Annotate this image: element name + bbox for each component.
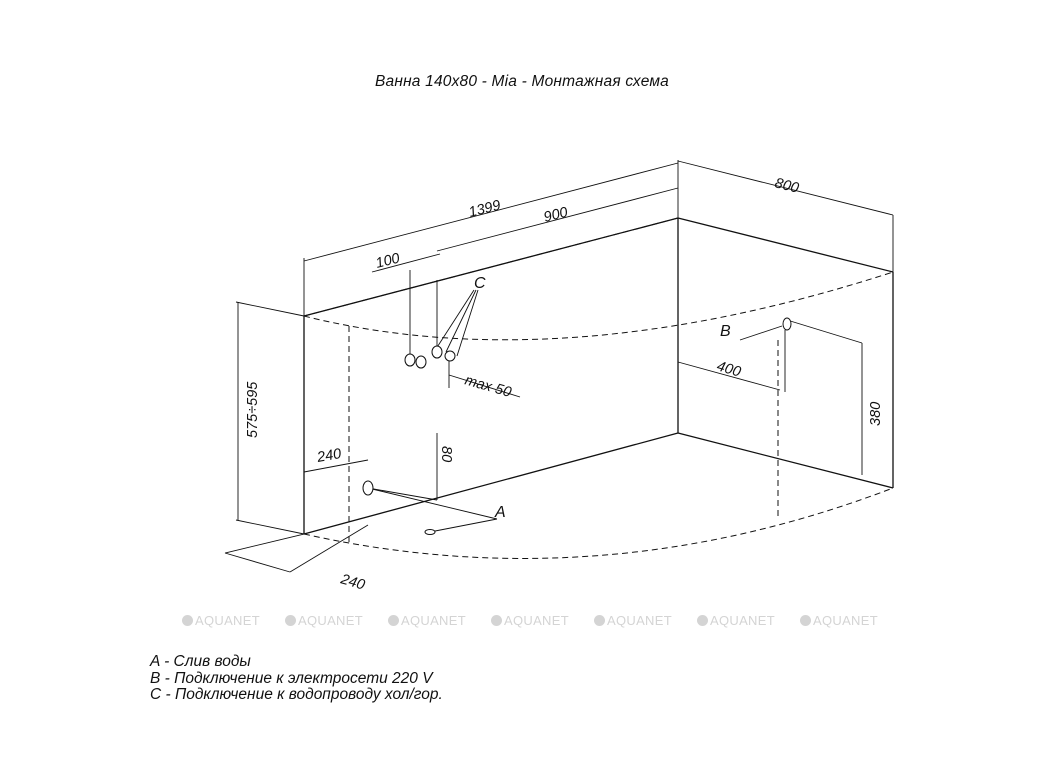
dim-800-label: 800: [773, 175, 801, 197]
drain-point: [363, 481, 373, 495]
marker-a: A: [495, 504, 506, 521]
legend-item-b: B - Подключение к электросети 220 V: [150, 669, 433, 687]
tub-top-curve: [304, 272, 893, 340]
watermark: AQUANET: [491, 613, 569, 628]
tub-bottom-curve: [304, 488, 893, 558]
wall-back-bottom: [678, 433, 893, 488]
watermark: AQUANET: [182, 613, 260, 628]
water-inlet-2: [416, 356, 426, 368]
floor-drain: [425, 530, 435, 535]
dim-400-label: 400: [714, 358, 743, 381]
dim-240-floor-line: [225, 553, 290, 572]
water-inlet-4: [445, 351, 455, 361]
power-point: [783, 318, 791, 330]
wall-back-top: [678, 218, 893, 272]
marker-c: C: [474, 275, 486, 292]
watermark: AQUANET: [388, 613, 466, 628]
water-inlet-3: [432, 346, 442, 358]
water-inlet-1: [405, 354, 415, 366]
dim-80-label: 80: [438, 446, 454, 463]
dim-900-label: 900: [542, 204, 570, 226]
dim-380-label: 380: [868, 401, 884, 426]
watermark: AQUANET: [697, 613, 775, 628]
watermark: AQUANET: [285, 613, 363, 628]
watermark: AQUANET: [594, 613, 672, 628]
legend: [150, 654, 443, 704]
dim-100-label: 100: [374, 250, 402, 272]
legend-item-c: C - Подключение к водопроводу хол/гор.: [150, 686, 443, 703]
wall-front-bottom: [304, 433, 678, 534]
dim-max50-label: max 50: [462, 372, 514, 401]
watermark: AQUANET: [800, 613, 878, 628]
marker-b: B: [720, 323, 731, 340]
dim-240-side-label: 240: [315, 445, 343, 466]
diagram-title: Ванна 140x80 - Mia - Монтажная схема: [374, 73, 670, 90]
legend-item-a: A - Слив воды: [150, 653, 251, 670]
dim-240-floor-label: 240: [338, 571, 367, 594]
dim-1399-label: 1399: [467, 197, 503, 221]
dim-height-label: 575÷595: [245, 381, 261, 438]
